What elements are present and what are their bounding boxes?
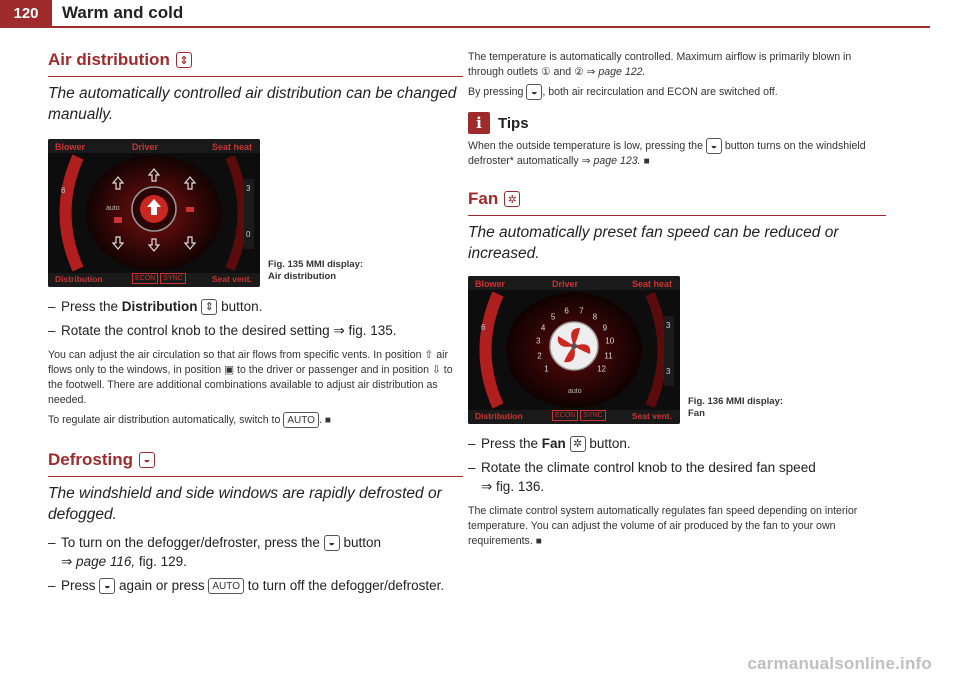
fan-screen-graphic (468, 276, 680, 424)
screen-blower-label: Blower (55, 142, 86, 152)
section-rule (48, 76, 463, 77)
fan-keyword: Fan (541, 436, 566, 451)
distribution-button-icon: ⇕ (201, 299, 217, 315)
page-reference: ⇒ page 122. (586, 66, 646, 78)
tips-title: Tips (498, 114, 529, 132)
fan-heading (468, 189, 886, 209)
page-number: 120 (0, 0, 52, 26)
figure-reference: ⇒ fig. 135. (333, 323, 397, 338)
end-mark: ■ (535, 536, 542, 547)
defrost-button-icon: ◒ (99, 578, 115, 594)
body-text: , both air recirculation and ECON are switched off. (542, 85, 778, 98)
step-text: button. (589, 436, 631, 451)
screen-auto-label: auto (568, 388, 582, 395)
left-column (48, 50, 463, 600)
info-icon: i (468, 112, 490, 134)
fan-speed-label: 4 (540, 323, 546, 332)
end-mark: ■ (324, 414, 331, 426)
auto-key: AUTO (283, 412, 319, 428)
screen-sync-button: SYNC (580, 410, 605, 421)
defrost-button-icon: ◒ (324, 535, 340, 551)
defrosting-intro: The windshield and side windows are rapidly defrosted or defogged. (48, 485, 442, 523)
fan-intro: The automatically preset fan speed can be reduced or increased. (468, 224, 839, 262)
end-mark: ■ (643, 156, 650, 167)
fan-button-icon: ✲ (570, 436, 586, 452)
watermark: carmanualsonline.info (747, 654, 932, 673)
mmi-display-air-distribution (48, 139, 260, 287)
screen-blower-label: Blower (475, 279, 506, 289)
screen-seat-heat-label: Seat heat (211, 142, 252, 152)
defrost-button-icon: ◒ (139, 452, 155, 468)
air-distribution-step-1 (48, 297, 463, 316)
air-distribution-title: Air distribution (48, 50, 170, 69)
air-distribution-step-2 (48, 321, 463, 340)
figure-reference: fig. 129. (138, 554, 187, 569)
fan-speed-label: 5 (550, 312, 556, 322)
fan-speed-label: 2 (537, 351, 542, 361)
step-text: Press (61, 578, 96, 593)
screen-sync-button: SYNC (160, 273, 185, 284)
section-rule (468, 215, 886, 216)
body-text: When the outside temperature is low, pressing the (468, 139, 703, 152)
defrost-button-icon: ◒ (706, 138, 722, 154)
step-text: Rotate the control knob to the desired setting (61, 323, 330, 338)
step-text: button (343, 535, 381, 550)
body-text: To regulate air distribution automatically, switch to (48, 413, 281, 426)
fan-step-1 (468, 434, 886, 453)
screen-auto-label: auto (106, 205, 120, 212)
defrosting-step-2 (48, 576, 463, 595)
screen-driver-label: Driver (552, 279, 579, 289)
defrosting-title: Defrosting (48, 450, 133, 469)
fan-speed-label: 9 (602, 323, 608, 332)
step-text: Press the (61, 299, 119, 314)
air-distribution-heading (48, 50, 463, 70)
distribution-keyword: Distribution (121, 299, 198, 314)
mmi-display-fan (468, 276, 680, 424)
body-text: button turns on the windshield defroster* automatically (468, 139, 866, 167)
screen-seat-vent-label: Seat vent. (211, 274, 252, 284)
defrosting-heading (48, 450, 463, 470)
svg-text:3: 3 (666, 367, 671, 376)
screen-distribution-label: Distribution (55, 274, 103, 284)
fan-speed-label: 1 (544, 364, 549, 374)
page-reference: ⇒ page 123. (581, 155, 641, 167)
body-text: The climate control system automatically regulates fan speed depending on interior temperature. You can adjust the volume of air produced by the fan to your own requirements. (468, 505, 858, 547)
figure-135-caption: Fig. 135 MMI display: Air distribution (268, 259, 364, 282)
section-rule (48, 476, 463, 477)
screen-econ-button: ECON (552, 410, 578, 421)
fan-button-icon: ✲ (504, 191, 520, 207)
distribution-button-icon: ⇕ (176, 52, 192, 68)
step-text: Press the (481, 436, 539, 451)
screen-driver-label: Driver (132, 142, 159, 152)
svg-text:6: 6 (61, 186, 66, 195)
step-text: button. (221, 299, 263, 314)
screen-mode-buttons (132, 273, 186, 284)
chapter-title: Warm and cold (62, 3, 184, 22)
header-rule (0, 26, 930, 28)
figure-136 (468, 276, 886, 424)
svg-text:0: 0 (246, 230, 251, 239)
tips-text (468, 138, 886, 169)
screen-distribution-label: Distribution (475, 411, 523, 421)
screen-seat-heat-label: Seat heat (631, 279, 672, 289)
right-column (468, 50, 886, 553)
defrosting-step-1 (48, 533, 463, 571)
body-text: By pressing (468, 85, 524, 98)
step-text: again or press (119, 578, 205, 593)
air-distribution-auto-note: To regulate air distribution automatically, switch to AUTO . ■ (48, 412, 463, 428)
temperature-paragraph (468, 50, 886, 80)
body-text: The temperature is automatically controlled. Maximum airflow is primarily blown in through outlets ① and ② (468, 51, 852, 78)
figure-135 (48, 139, 463, 287)
air-distribution-screen-graphic (48, 139, 260, 287)
figure-reference: ⇒ fig. 136. (481, 479, 545, 494)
fan-step-2 (468, 458, 886, 496)
step-text: to turn off the defogger/defroster. (247, 578, 445, 593)
auto-key: AUTO (208, 578, 244, 594)
svg-text:3: 3 (666, 321, 671, 330)
fan-speed-label: 6 (564, 306, 569, 316)
page-reference: ⇒ page 116, (61, 554, 136, 569)
air-distribution-body: You can adjust the air circulation so that air flows from specific vents. In position ⇧ air flows only to the windows, in position ▣ to the driver or passenger and in position ⇩ to the footwell. There are additional combinations available to adjust air distribution as needed. (48, 349, 453, 406)
fan-title: Fan (468, 189, 499, 208)
fan-speed-label: 10 (605, 336, 615, 346)
fan-speed-label: 3 (536, 336, 541, 346)
tips-heading (468, 112, 886, 134)
svg-text:6: 6 (481, 323, 486, 332)
step-text: Rotate the climate control knob to the desired fan speed (481, 460, 816, 475)
air-distribution-intro: The automatically controlled air distribution can be changed manually. (48, 85, 457, 123)
fan-speed-label: 11 (604, 351, 613, 361)
screen-seat-vent-label: Seat vent. (631, 411, 672, 421)
screen-econ-button: ECON (132, 273, 158, 284)
recirculation-paragraph (468, 84, 886, 100)
fan-body (468, 504, 886, 549)
fan-speed-label: 12 (597, 364, 607, 374)
defrost-button-icon: ◒ (526, 84, 542, 100)
svg-text:3: 3 (246, 184, 251, 193)
screen-mode-buttons (552, 410, 606, 421)
figure-136-caption: Fig. 136 MMI display: Fan (688, 396, 784, 419)
fan-speed-label: 8 (592, 312, 598, 322)
step-text: To turn on the defogger/defroster, press the (61, 535, 320, 550)
fan-speed-label: 7 (579, 306, 584, 316)
